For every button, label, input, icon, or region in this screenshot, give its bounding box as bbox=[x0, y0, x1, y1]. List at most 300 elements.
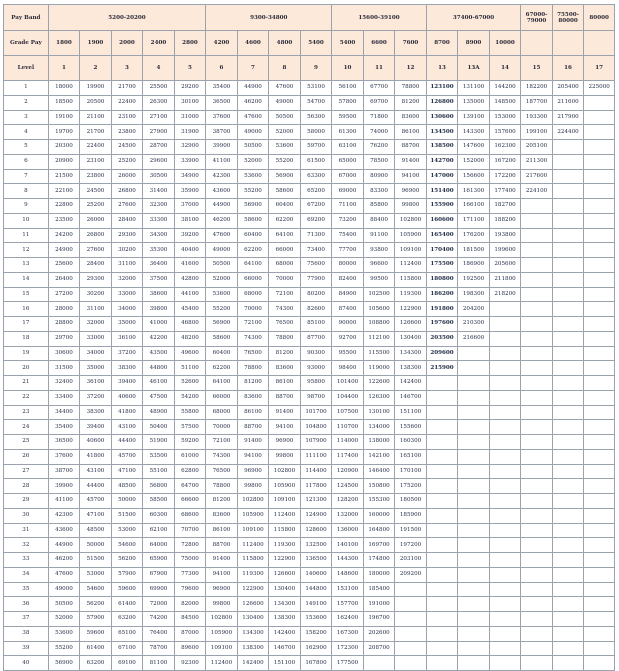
pay-cell: 107500 bbox=[332, 405, 364, 420]
pay-cell: 32000 bbox=[111, 272, 143, 287]
pay-cell: 124900 bbox=[300, 508, 332, 523]
band-9300-34800: 9300-34800 bbox=[206, 5, 332, 31]
pay-cell: 33000 bbox=[80, 331, 112, 346]
pay-cell: 164800 bbox=[363, 523, 395, 538]
pay-cell: 29600 bbox=[143, 154, 175, 169]
pay-cell bbox=[426, 641, 458, 656]
pay-cell: 211600 bbox=[552, 95, 584, 110]
pay-cell: 126600 bbox=[269, 567, 301, 582]
pay-cell: 61000 bbox=[174, 449, 206, 464]
pay-cell: 72100 bbox=[237, 317, 269, 332]
table-row bbox=[4, 154, 615, 169]
row-index-cell: 13 bbox=[4, 258, 49, 273]
pay-cell bbox=[489, 612, 521, 627]
pay-cell: 74200 bbox=[143, 612, 175, 627]
grade-pay-cell: 4200 bbox=[206, 31, 238, 56]
grade-pay-cell: 4600 bbox=[237, 31, 269, 56]
pay-cell: 122900 bbox=[237, 582, 269, 597]
pay-cell bbox=[489, 361, 521, 376]
pay-cell: 84500 bbox=[174, 612, 206, 627]
pay-cell: 29300 bbox=[80, 272, 112, 287]
pay-cell bbox=[458, 479, 490, 494]
pay-cell: 65000 bbox=[332, 154, 364, 169]
pay-cell: 112400 bbox=[395, 258, 427, 273]
pay-cell bbox=[458, 508, 490, 523]
pay-cell: 81200 bbox=[206, 494, 238, 509]
row-index-cell: 6 bbox=[4, 154, 49, 169]
table-row bbox=[4, 567, 615, 582]
pay-cell: 58600 bbox=[237, 213, 269, 228]
pay-cell: 55200 bbox=[237, 184, 269, 199]
pay-cell: 87000 bbox=[174, 626, 206, 641]
pay-cell bbox=[584, 184, 615, 199]
pay-cell: 53600 bbox=[206, 287, 238, 302]
pay-cell: 128600 bbox=[300, 523, 332, 538]
pay-cell: 112400 bbox=[237, 538, 269, 553]
pay-cell: 181500 bbox=[458, 243, 490, 258]
pay-cell: 147600 bbox=[458, 140, 490, 155]
pay-cell bbox=[521, 228, 553, 243]
pay-cell: 86100 bbox=[269, 376, 301, 391]
row-index-cell: 25 bbox=[4, 435, 49, 450]
pay-cell: 44100 bbox=[174, 287, 206, 302]
pay-cell bbox=[521, 449, 553, 464]
pay-cell: 35300 bbox=[143, 243, 175, 258]
pay-cell bbox=[489, 553, 521, 568]
pay-cell: 73400 bbox=[300, 243, 332, 258]
pay-cell: 74300 bbox=[269, 302, 301, 317]
pay-cell: 27100 bbox=[143, 110, 175, 125]
pay-cell: 21100 bbox=[80, 110, 112, 125]
pay-cell: 39900 bbox=[206, 140, 238, 155]
pay-cell: 61500 bbox=[300, 154, 332, 169]
pay-cell bbox=[521, 582, 553, 597]
pay-cell: 35900 bbox=[174, 184, 206, 199]
pay-cell: 79600 bbox=[174, 582, 206, 597]
pay-cell: 32000 bbox=[80, 317, 112, 332]
pay-cell: 72100 bbox=[206, 435, 238, 450]
row-index-cell: 5 bbox=[4, 140, 49, 155]
pay-cell bbox=[552, 464, 584, 479]
pay-cell bbox=[426, 390, 458, 405]
pay-cell: 88700 bbox=[206, 538, 238, 553]
pay-cell bbox=[458, 420, 490, 435]
pay-cell: 167300 bbox=[332, 626, 364, 641]
pay-cell: 26800 bbox=[80, 228, 112, 243]
pay-cell: 87700 bbox=[300, 331, 332, 346]
pay-cell bbox=[552, 243, 584, 258]
row-index-cell: 21 bbox=[4, 376, 49, 391]
pay-cell: 126300 bbox=[363, 390, 395, 405]
pay-cell: 51900 bbox=[143, 435, 175, 450]
pay-cell bbox=[489, 420, 521, 435]
pay-cell: 185900 bbox=[395, 508, 427, 523]
pay-cell: 78700 bbox=[143, 641, 175, 656]
pay-cell: 58000 bbox=[300, 125, 332, 140]
pay-cell: 197200 bbox=[395, 538, 427, 553]
pay-cell: 198300 bbox=[458, 287, 490, 302]
pay-cell: 76500 bbox=[206, 464, 238, 479]
pay-cell bbox=[395, 612, 427, 627]
pay-cell: 33300 bbox=[143, 213, 175, 228]
pay-cell: 53600 bbox=[48, 626, 80, 641]
pay-cell: 27600 bbox=[80, 243, 112, 258]
pay-cell: 26300 bbox=[143, 95, 175, 110]
pay-cell: 84900 bbox=[332, 287, 364, 302]
pay-cell: 25200 bbox=[111, 154, 143, 169]
pay-cell: 193300 bbox=[521, 110, 553, 125]
pay-cell: 94100 bbox=[237, 449, 269, 464]
pay-cell bbox=[426, 435, 458, 450]
pay-cell: 62800 bbox=[174, 464, 206, 479]
pay-cell: 58600 bbox=[206, 331, 238, 346]
pay-cell: 50500 bbox=[269, 110, 301, 125]
pay-cell: 50500 bbox=[237, 140, 269, 155]
pay-cell: 44900 bbox=[206, 199, 238, 214]
pay-cell: 134300 bbox=[269, 597, 301, 612]
pay-cell bbox=[584, 494, 615, 509]
pay-cell bbox=[552, 154, 584, 169]
pay-cell: 86100 bbox=[237, 405, 269, 420]
pay-cell: 56900 bbox=[269, 169, 301, 184]
pay-cell bbox=[395, 626, 427, 641]
pay-cell: 165100 bbox=[395, 449, 427, 464]
pay-cell bbox=[489, 626, 521, 641]
pay-cell: 64700 bbox=[174, 479, 206, 494]
pay-cell: 99800 bbox=[237, 479, 269, 494]
pay-cell bbox=[489, 538, 521, 553]
table-row bbox=[4, 420, 615, 435]
pay-cell: 46800 bbox=[174, 317, 206, 332]
pay-cell bbox=[552, 390, 584, 405]
pay-cell bbox=[552, 331, 584, 346]
pay-cell: 31500 bbox=[48, 361, 80, 376]
pay-cell bbox=[489, 435, 521, 450]
pay-cell bbox=[458, 567, 490, 582]
pay-cell: 167200 bbox=[489, 154, 521, 169]
pay-cell: 144800 bbox=[300, 582, 332, 597]
band-67000-79000: 67000-79000 bbox=[521, 5, 553, 31]
row-index-cell: 16 bbox=[4, 302, 49, 317]
pay-cell: 80900 bbox=[363, 169, 395, 184]
pay-cell: 174800 bbox=[363, 553, 395, 568]
row-index-cell: 33 bbox=[4, 553, 49, 568]
pay-cell bbox=[426, 449, 458, 464]
pay-cell: 114400 bbox=[300, 464, 332, 479]
pay-cell: 199600 bbox=[489, 243, 521, 258]
pay-cell: 102800 bbox=[237, 494, 269, 509]
pay-cell: 209600 bbox=[426, 346, 458, 361]
row-index-cell: 9 bbox=[4, 199, 49, 214]
level-header-cell: 1 bbox=[48, 56, 80, 81]
pay-cell: 91400 bbox=[206, 553, 238, 568]
pay-cell bbox=[552, 287, 584, 302]
pay-cell: 85800 bbox=[363, 199, 395, 214]
pay-cell: 68000 bbox=[237, 287, 269, 302]
pay-cell: 52000 bbox=[206, 272, 238, 287]
pay-cell: 93000 bbox=[300, 361, 332, 376]
pay-cell: 112400 bbox=[269, 508, 301, 523]
pay-cell bbox=[552, 656, 584, 671]
pay-cell: 58600 bbox=[269, 184, 301, 199]
pay-cell: 68600 bbox=[174, 508, 206, 523]
pay-cell: 39200 bbox=[174, 228, 206, 243]
pay-cell bbox=[552, 272, 584, 287]
pay-cell: 131100 bbox=[458, 81, 490, 96]
level-header-cell: 16 bbox=[552, 56, 584, 81]
pay-cell bbox=[521, 597, 553, 612]
pay-cell: 43500 bbox=[143, 346, 175, 361]
pay-cell: 83600 bbox=[395, 110, 427, 125]
pay-cell: 46200 bbox=[48, 553, 80, 568]
pay-cell bbox=[552, 641, 584, 656]
pay-cell: 35000 bbox=[80, 361, 112, 376]
pay-cell: 140600 bbox=[300, 567, 332, 582]
table-row bbox=[4, 523, 615, 538]
pay-cell: 62200 bbox=[269, 213, 301, 228]
pay-cell: 126800 bbox=[426, 95, 458, 110]
pay-cell: 53500 bbox=[143, 449, 175, 464]
pay-cell: 54200 bbox=[174, 390, 206, 405]
row-index-cell: 40 bbox=[4, 656, 49, 671]
pay-cell: 28400 bbox=[80, 258, 112, 273]
pay-cell bbox=[489, 346, 521, 361]
pay-cell bbox=[521, 405, 553, 420]
pay-cell: 64100 bbox=[237, 258, 269, 273]
pay-cell: 151400 bbox=[426, 184, 458, 199]
pay-cell: 139100 bbox=[458, 110, 490, 125]
table-body bbox=[4, 81, 615, 671]
pay-cell: 95500 bbox=[332, 346, 364, 361]
grade-pay-cell: 2800 bbox=[174, 31, 206, 56]
table-row bbox=[4, 361, 615, 376]
pay-cell: 81200 bbox=[269, 346, 301, 361]
pay-cell: 192500 bbox=[458, 272, 490, 287]
pay-cell: 43600 bbox=[48, 523, 80, 538]
pay-cell: 142400 bbox=[237, 656, 269, 671]
pay-cell: 136000 bbox=[332, 523, 364, 538]
pay-cell bbox=[458, 449, 490, 464]
table-row bbox=[4, 597, 615, 612]
pay-cell bbox=[552, 508, 584, 523]
pay-cell: 30200 bbox=[111, 243, 143, 258]
pay-cell: 50000 bbox=[111, 494, 143, 509]
pay-cell: 23800 bbox=[80, 169, 112, 184]
pay-cell bbox=[426, 464, 458, 479]
pay-cell: 102800 bbox=[269, 464, 301, 479]
level-header-cell: 13A bbox=[458, 56, 490, 81]
pay-cell: 122600 bbox=[363, 376, 395, 391]
pay-cell: 180500 bbox=[395, 494, 427, 509]
pay-cell bbox=[584, 95, 615, 110]
pay-cell: 122900 bbox=[395, 302, 427, 317]
pay-cell: 136500 bbox=[300, 553, 332, 568]
pay-cell bbox=[489, 641, 521, 656]
pay-cell: 128200 bbox=[332, 494, 364, 509]
pay-cell: 55200 bbox=[48, 641, 80, 656]
pay-cell: 45700 bbox=[111, 449, 143, 464]
pay-cell: 70700 bbox=[174, 523, 206, 538]
pay-cell: 41600 bbox=[174, 258, 206, 273]
band-15600-39100: 15600-39100 bbox=[332, 5, 427, 31]
pay-cell bbox=[521, 508, 553, 523]
pay-cell: 53000 bbox=[80, 567, 112, 582]
pay-cell bbox=[521, 479, 553, 494]
row-index-cell: 34 bbox=[4, 567, 49, 582]
pay-cell bbox=[458, 656, 490, 671]
pay-cell: 65100 bbox=[111, 626, 143, 641]
pay-cell: 28000 bbox=[48, 302, 80, 317]
pay-cell bbox=[584, 420, 615, 435]
pay-cell: 38600 bbox=[143, 287, 175, 302]
pay-cell: 27200 bbox=[48, 287, 80, 302]
pay-cell: 117800 bbox=[300, 479, 332, 494]
pay-cell: 130400 bbox=[269, 582, 301, 597]
pay-cell: 47500 bbox=[143, 390, 175, 405]
pay-cell bbox=[584, 346, 615, 361]
table-row bbox=[4, 213, 615, 228]
pay-cell: 67900 bbox=[143, 567, 175, 582]
pay-cell bbox=[395, 582, 427, 597]
pay-cell: 44400 bbox=[111, 435, 143, 450]
pay-cell bbox=[489, 656, 521, 671]
pay-cell: 146700 bbox=[395, 390, 427, 405]
row-index-cell: 17 bbox=[4, 317, 49, 332]
pay-cell: 35000 bbox=[111, 317, 143, 332]
pay-cell: 55200 bbox=[269, 154, 301, 169]
pay-cell: 24500 bbox=[111, 140, 143, 155]
pay-cell bbox=[426, 405, 458, 420]
pay-cell: 59200 bbox=[174, 435, 206, 450]
grade-pay-cell bbox=[521, 31, 553, 56]
row-index-cell: 15 bbox=[4, 287, 49, 302]
pay-cell bbox=[584, 641, 615, 656]
pay-cell bbox=[552, 626, 584, 641]
pay-cell: 224400 bbox=[552, 125, 584, 140]
pay-cell bbox=[521, 317, 553, 332]
pay-cell bbox=[584, 538, 615, 553]
pay-cell: 57500 bbox=[174, 420, 206, 435]
pay-cell: 61400 bbox=[111, 597, 143, 612]
pay-cell bbox=[584, 390, 615, 405]
pay-cell: 27600 bbox=[111, 199, 143, 214]
pay-cell: 47100 bbox=[111, 464, 143, 479]
pay-cell: 130100 bbox=[363, 405, 395, 420]
pay-cell: 39900 bbox=[48, 479, 80, 494]
pay-cell: 39800 bbox=[143, 302, 175, 317]
pay-cell: 71100 bbox=[332, 199, 364, 214]
pay-cell: 37600 bbox=[48, 449, 80, 464]
pay-cell: 25200 bbox=[80, 199, 112, 214]
pay-cell: 196700 bbox=[363, 612, 395, 627]
pay-cell bbox=[552, 612, 584, 627]
pay-cell: 210300 bbox=[458, 317, 490, 332]
pay-cell: 91400 bbox=[237, 435, 269, 450]
pay-cell: 41000 bbox=[143, 317, 175, 332]
pay-cell: 20900 bbox=[48, 154, 80, 169]
pay-cell: 153600 bbox=[300, 612, 332, 627]
table-row bbox=[4, 199, 615, 214]
pay-cell bbox=[552, 302, 584, 317]
pay-cell bbox=[521, 538, 553, 553]
pay-cell: 217600 bbox=[521, 169, 553, 184]
pay-cell: 205400 bbox=[552, 81, 584, 96]
pay-cell: 96900 bbox=[395, 184, 427, 199]
pay-cell bbox=[584, 612, 615, 627]
table-row bbox=[4, 346, 615, 361]
row-index-cell: 32 bbox=[4, 538, 49, 553]
level-header-cell: 14 bbox=[489, 56, 521, 81]
pay-cell: 105900 bbox=[237, 508, 269, 523]
pay-cell: 31400 bbox=[143, 184, 175, 199]
pay-cell bbox=[584, 213, 615, 228]
table-row bbox=[4, 435, 615, 450]
pay-cell: 122900 bbox=[269, 553, 301, 568]
pay-cell: 82600 bbox=[300, 302, 332, 317]
pay-cell bbox=[584, 656, 615, 671]
pay-cell: 92700 bbox=[332, 331, 364, 346]
pay-cell bbox=[521, 553, 553, 568]
pay-cell: 60400 bbox=[237, 228, 269, 243]
pay-cell: 56900 bbox=[237, 199, 269, 214]
pay-cell: 34300 bbox=[143, 228, 175, 243]
pay-cell: 155600 bbox=[395, 420, 427, 435]
pay-cell: 119300 bbox=[395, 287, 427, 302]
pay-cell: 57800 bbox=[332, 95, 364, 110]
pay-cell: 111100 bbox=[300, 449, 332, 464]
level-header-cell: 15 bbox=[521, 56, 553, 81]
pay-cell: 22800 bbox=[48, 199, 80, 214]
pay-matrix-container bbox=[3, 4, 615, 671]
pay-cell bbox=[521, 376, 553, 391]
grade-pay-row bbox=[4, 31, 615, 56]
row-index-cell: 30 bbox=[4, 508, 49, 523]
pay-cell: 85100 bbox=[300, 317, 332, 332]
pay-cell: 176200 bbox=[458, 228, 490, 243]
row-index-cell: 26 bbox=[4, 449, 49, 464]
pay-cell: 47600 bbox=[206, 228, 238, 243]
level-header-cell: 2 bbox=[80, 56, 112, 81]
pay-cell: 186900 bbox=[458, 258, 490, 273]
pay-cell bbox=[458, 641, 490, 656]
pay-cell bbox=[458, 361, 490, 376]
pay-cell bbox=[584, 376, 615, 391]
pay-cell bbox=[584, 553, 615, 568]
pay-cell: 70000 bbox=[206, 420, 238, 435]
pay-cell: 169700 bbox=[363, 538, 395, 553]
pay-cell: 105600 bbox=[363, 302, 395, 317]
pay-cell: 26800 bbox=[111, 184, 143, 199]
level-header-cell: 12 bbox=[395, 56, 427, 81]
pay-cell: 31900 bbox=[174, 125, 206, 140]
pay-cell: 52600 bbox=[174, 376, 206, 391]
pay-cell bbox=[521, 626, 553, 641]
pay-cell: 59700 bbox=[300, 140, 332, 155]
pay-cell: 60400 bbox=[269, 199, 301, 214]
pay-cell: 120900 bbox=[332, 464, 364, 479]
pay-cell: 47600 bbox=[237, 110, 269, 125]
pay-cell: 209200 bbox=[395, 567, 427, 582]
pay-band-row bbox=[4, 5, 615, 31]
pay-cell bbox=[584, 272, 615, 287]
pay-cell: 53100 bbox=[300, 81, 332, 96]
pay-cell: 34000 bbox=[80, 346, 112, 361]
pay-cell: 143300 bbox=[458, 125, 490, 140]
pay-cell: 49000 bbox=[269, 95, 301, 110]
pay-cell bbox=[489, 523, 521, 538]
table-row bbox=[4, 81, 615, 96]
pay-cell bbox=[458, 405, 490, 420]
